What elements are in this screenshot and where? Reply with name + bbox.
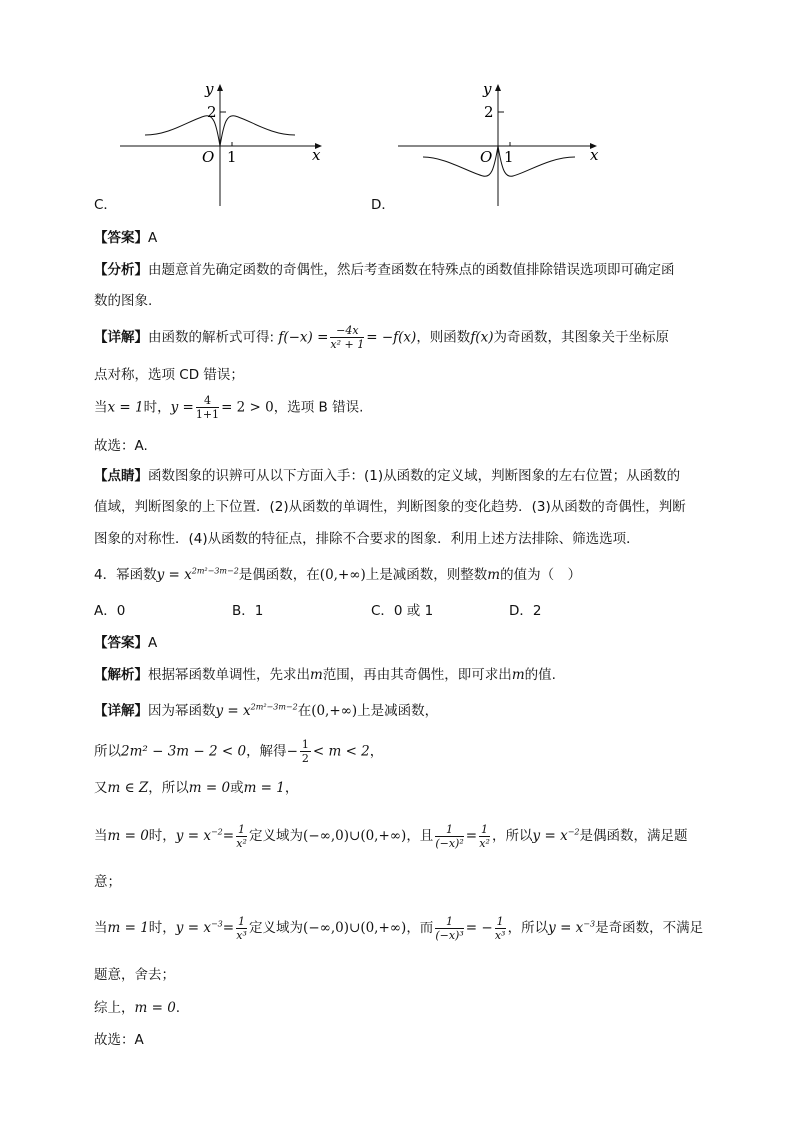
graph-d-origin: O [480, 148, 493, 166]
q4-summary-b: . [175, 1000, 181, 1016]
graph-d [390, 80, 610, 210]
q4-case1-y: y = x [175, 920, 211, 936]
q4-so-minus: − [286, 743, 298, 760]
q3-when-text2: 时， [143, 399, 171, 416]
q4-stem-c: 上是减函数，则整数 [365, 567, 488, 583]
q4-detail-interval: (0,+∞) [311, 703, 358, 719]
q3-detail-text3: 为奇函数，其图象关于坐标原 [493, 329, 669, 346]
q3-detail-eq2: = −f(x) [366, 329, 417, 346]
q4-detail-c: 上是减函数， [357, 703, 439, 719]
q4-so-tail: < m < 2 [312, 743, 370, 760]
q3-when-line [94, 394, 363, 421]
q4-stem [94, 566, 581, 584]
q4-answer [94, 634, 157, 652]
q4-case0-den: x² [236, 836, 247, 850]
q3-detail-text1: 由函数的解析式可得: [148, 329, 275, 346]
q4-case1-frac1 [236, 915, 247, 942]
q4-case1-d: ，而 [406, 920, 434, 936]
q3-detail-den: x² + 1 [330, 338, 365, 351]
q3-detail-fx: f(x) [470, 329, 494, 346]
graph-c-origin: O [202, 148, 215, 166]
q3-tips-line2: 值域，判断图象的上下位置．(2)从函数的单调性，判断图象的变化趋势．(3)从函数的奇偶性，判断 [94, 499, 686, 515]
q4-case0-dom: (−∞,0)∪(0,+∞) [303, 828, 407, 844]
q3-detail-eq: f(−x) = [278, 329, 329, 346]
q4-analysis-m2: m [511, 667, 525, 683]
q3-analysis-line1 [94, 261, 675, 279]
option-d-label: D． [371, 197, 395, 213]
q4-also-m1: m = 1 [243, 780, 285, 796]
graph-d-tick-x-label: 1 [504, 148, 514, 166]
q4-analysis-m1: m [310, 667, 323, 683]
q4-detail-func: y = x [215, 703, 251, 719]
option-c-label: C． [94, 197, 117, 213]
q4-case0-frac3 [479, 823, 490, 850]
q3-when-text3: ，选项 B 错误. [273, 399, 364, 416]
q4-case0-frac2 [435, 823, 463, 850]
q4-case1-line [94, 914, 703, 942]
q4-case1-frac2 [435, 915, 463, 942]
graph-d-y-arrow [495, 84, 501, 91]
graph-c [110, 80, 330, 210]
q3-analysis-line2: 数的图象. [94, 293, 153, 309]
q4-case0-eq: = [222, 828, 235, 844]
q4-stem-exp: 2m²−3m−2 [191, 566, 239, 576]
q4-case0-exp: −2 [210, 827, 223, 837]
q4-answer-value: A [148, 635, 158, 651]
q4-detail-exp: 2m²−3m−2 [250, 702, 298, 712]
q3-answer-value: A [148, 230, 158, 246]
q3-analysis-tag: 【分析】 [94, 262, 148, 278]
q4-so-a: 所以 [94, 743, 121, 760]
q4-option-a: A．0 [94, 603, 126, 619]
q4-case1-y2: y = x [548, 920, 584, 936]
q3-when-cond: x = 1 [107, 399, 144, 416]
q4-also-c: 或 [230, 780, 244, 796]
q3-detail-line1 [94, 324, 669, 351]
q4-option-b: B．1 [232, 603, 264, 619]
q3-analysis-text1: 由题意首先确定函数的奇偶性，然后考查函数在特殊点的函数值排除错误选项即可确定函 [148, 262, 675, 278]
q4-stem-a: 4．幂函数 [94, 567, 157, 583]
q4-case1-num: 1 [238, 914, 246, 928]
q4-case0-d: ，且 [406, 828, 434, 844]
q4-case1-num2: 1 [435, 915, 463, 929]
q4-analysis-tag: 【解析】 [94, 667, 148, 683]
graph-d-tick-y-label: 2 [484, 103, 494, 121]
q4-also-line [94, 779, 298, 797]
q4-case1-m: m = 1 [107, 920, 149, 936]
q4-analysis-c: 的值. [524, 667, 556, 683]
q4-case0-exp2: −2 [567, 827, 580, 837]
q4-case0-b: 时， [148, 828, 176, 844]
q4-stem-func: y = x [156, 567, 192, 583]
q4-case0-line [94, 822, 687, 850]
q4-summary-a: 综上， [94, 1000, 135, 1016]
q3-tips-tag: 【点睛】 [94, 468, 148, 484]
graph-c-tick-x-label: 1 [227, 148, 237, 166]
q4-case0-a: 当 [94, 828, 108, 844]
q4-case0-num3: 1 [481, 822, 489, 836]
q4-case0-den2: (−x)² [435, 836, 464, 850]
q4-case0-y2: y = x [532, 828, 568, 844]
graph-d-y-label: y [483, 80, 492, 98]
q3-when-den: 1+1 [195, 408, 220, 421]
q4-case1-line2: 题意，舍去； [94, 967, 175, 983]
q4-case0-line2: 意； [94, 874, 121, 890]
q4-case1-b: 时， [148, 920, 176, 936]
q4-case1-den: x³ [236, 928, 247, 942]
q4-analysis-b: 范围，再由其奇偶性，即可求出 [322, 667, 512, 683]
q4-detail-tag: 【详解】 [94, 703, 148, 719]
q4-case1-f: 是奇函数，不满足 [595, 920, 704, 936]
q4-case1-frac3 [495, 915, 506, 942]
q4-so-ineq: 2m² − 3m − 2 < 0 [121, 743, 247, 760]
graph-c-y-label: y [205, 80, 214, 98]
q4-case1-exp2: −3 [583, 919, 596, 929]
q3-detail-line2: 点对称，选项 CD 错误； [94, 367, 244, 383]
q4-detail-a: 因为幂函数 [148, 703, 216, 719]
q3-when-num: 4 [196, 394, 219, 408]
q4-case1-eq2: = − [465, 920, 493, 936]
q4-also-m0: m = 0 [188, 780, 231, 796]
q4-so-num: 1 [301, 738, 309, 751]
q4-option-d: D．2 [509, 603, 542, 619]
q3-when-res: = 2 > 0 [221, 399, 274, 416]
q4-detail [94, 702, 438, 720]
q4-analysis-a: 根据幂函数单调性，先求出 [148, 667, 310, 683]
q4-also-d: ， [284, 780, 299, 796]
q4-case0-m: m = 0 [107, 828, 149, 844]
q4-case0-e: ，所以 [492, 828, 533, 844]
q4-case1-eq: = [222, 920, 235, 936]
q4-case1-e: ，所以 [507, 920, 549, 936]
q3-answer [94, 229, 157, 247]
q3-tips-line1 [94, 467, 680, 485]
q4-case1-num3: 1 [496, 914, 504, 928]
q4-case0-c: 定义域为 [249, 828, 304, 844]
q4-case1-dom: (−∞,0)∪(0,+∞) [303, 920, 407, 936]
q4-case0-f: 是偶函数，满足题 [579, 828, 688, 844]
q4-stem-m: m [487, 567, 501, 583]
q3-tips-line3: 图象的对称性．(4)从函数的特征点，排除不合要求的图象．利用上述方法排除、筛选选项． [94, 531, 640, 547]
q4-case0-frac1 [236, 823, 247, 850]
q3-choose: 故选：A. [94, 438, 148, 454]
q3-detail-tag: 【详解】 [94, 329, 148, 346]
q4-summary [94, 999, 180, 1017]
q3-detail-num: −4x [330, 324, 364, 338]
q4-so-line [94, 738, 383, 765]
q3-when-y: y = [170, 399, 194, 416]
q4-case0-eq2: = [465, 828, 478, 844]
q4-so-b: ，解得 [246, 743, 287, 760]
q3-when-text: 当 [94, 399, 108, 416]
graph-c-tick-y-label: 2 [207, 103, 217, 121]
q3-answer-tag: 【答案】 [94, 230, 148, 246]
q4-also-b: ，所以 [148, 780, 189, 796]
q4-case0-num: 1 [238, 822, 246, 836]
q4-so-frac [300, 738, 311, 765]
q3-detail-frac [330, 324, 364, 351]
q4-summary-m: m = 0 [134, 1000, 176, 1016]
q4-stem-interval: (0,+∞) [319, 567, 366, 583]
q4-also-a: 又 [94, 780, 108, 796]
q3-detail-text2: ，则函数 [416, 329, 471, 346]
graph-c-curve-right [220, 116, 295, 146]
q4-so-den: 2 [301, 752, 309, 765]
q4-case1-a: 当 [94, 920, 108, 936]
q4-stem-d: 的值为（ ） [500, 567, 582, 583]
q4-answer-tag: 【答案】 [94, 635, 148, 651]
q4-case1-den3: x³ [494, 928, 506, 942]
graph-c-y-arrow [217, 84, 223, 91]
q3-tips-text1: 函数图象的识辨可从以下方面入手：(1)从函数的定义域，判断图象的左右位置；从函数的 [148, 468, 681, 484]
q4-choose: 故选：A [94, 1032, 144, 1048]
q4-case0-den3: x² [479, 836, 490, 850]
q4-case0-y: y = x [175, 828, 211, 844]
q4-so-c: ， [369, 743, 384, 760]
q4-analysis [94, 666, 556, 684]
q4-case1-den2: (−x)³ [435, 928, 464, 942]
q4-case1-exp: −3 [210, 919, 223, 929]
q4-option-c: C．0 或 1 [371, 603, 434, 619]
graph-c-x-label: x [312, 146, 321, 164]
q4-also-m: m ∈ Z [107, 780, 149, 796]
q4-case1-c: 定义域为 [249, 920, 304, 936]
q4-case0-num2: 1 [435, 823, 463, 837]
q4-stem-b: 是偶函数，在 [238, 567, 320, 583]
q3-when-frac [196, 394, 219, 421]
graph-d-x-label: x [590, 146, 599, 164]
q4-detail-b: 在 [297, 703, 312, 719]
